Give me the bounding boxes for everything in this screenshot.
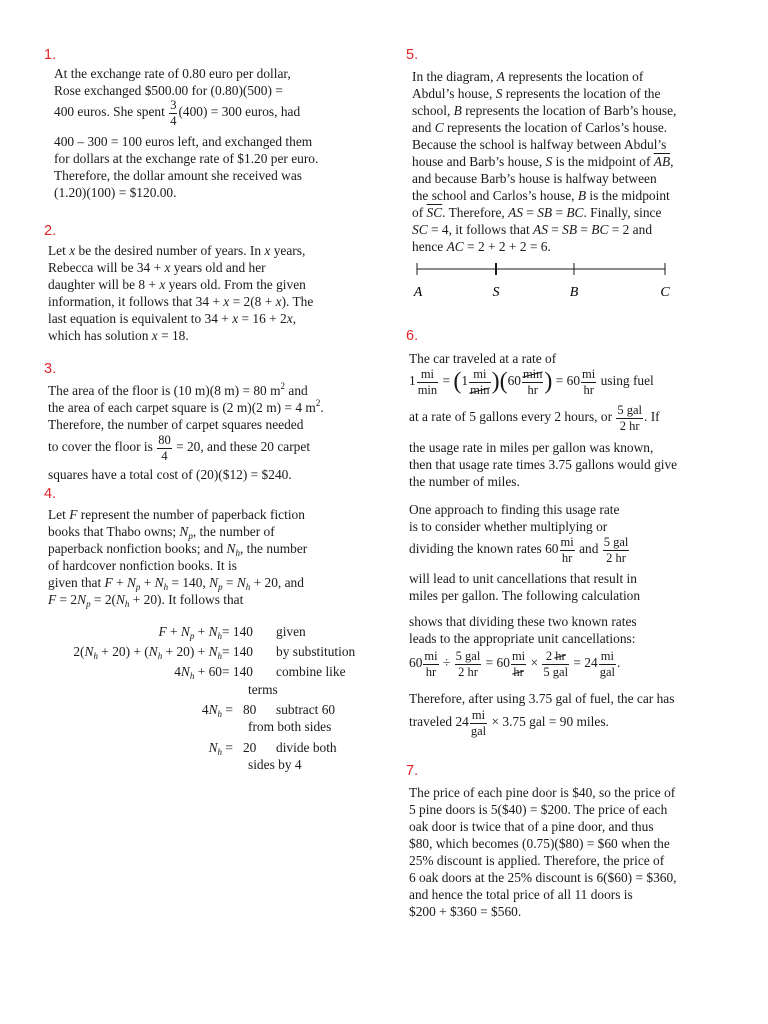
p4-line: Let F represent the number of paperback fiction: [48, 507, 305, 522]
p6-line: One approach to finding this usage rate: [409, 502, 620, 517]
label-b: B: [569, 285, 579, 300]
p7-line: oak door is twice that of a pine door, and thus: [409, 819, 654, 834]
number-line-diagram: [410, 258, 674, 304]
p3-line: The area of the floor is (10 m)(8 m) = 80 $m^2$ and: [48, 381, 308, 398]
p5-line: In the diagram, A represents the location of: [412, 69, 644, 84]
p5-line: and because Barb’s house is halfway between: [412, 171, 657, 186]
p2-line: daughter will be 8 + x years old. From the given: [48, 277, 306, 292]
p4-line: books that Thabo owns; $N_p$, the number of: [48, 524, 275, 541]
equation-note: divide both: [276, 740, 337, 755]
p1-line: (1.20)(100) = $120.00.: [54, 185, 177, 200]
p1-line: 400 – 300 = 100 euros left, and exchanged them: [54, 134, 313, 149]
p2-line: information, it follows that 34 + x = 2(8 + x). The: [48, 294, 314, 309]
p4-line: given that $F + N_p + N_h = 140$, $N_p = N_h + 20$, and: [48, 575, 304, 592]
p7-line: and hence the total price of all 11 doors is: [409, 887, 633, 902]
p7-line: The price of each pine door is $40, so the price of: [409, 785, 676, 800]
p6-line: dividing the known rates 60 $\frac{mi}{hr}$ and $\frac{\text{5 gal}}{2 hr}$: [409, 535, 629, 565]
p5-line: hence AC = 2 + 2 + 2 = 6.: [412, 239, 551, 254]
equation-rhs: = 20: [222, 740, 257, 755]
p7-line: $200 + $360 = $560.: [409, 904, 522, 919]
p6-rate-equation: 1 $\frac{mi}{\min}$ = (1 $\frac{mi}{\min}$ )(60 $\frac{\min}{hr}$ ) = 60 $\frac{mi}{hr}$ using fuel: [409, 367, 654, 397]
equation-note: by substitution: [276, 644, 356, 659]
p6-division-equation: 60 $\frac{mi}{hr}$ ÷ $\frac{\text{5 gal}}{2 hr}$ = 60 $\frac{mi}{hr}$ × $\frac{2 hr}{\text{5 gal}}$ = 24 $\frac{mi}{\text{gal}}$ .: [409, 649, 621, 679]
p6-line: miles per gallon. The following calculation: [409, 588, 641, 603]
p3-line: to cover the floor is $\frac{80}{4}$ = 20, and these 20 carpet: [48, 433, 311, 463]
problem-4-number: 4.: [44, 486, 57, 502]
label-s: S: [492, 285, 500, 300]
p6-line: The car traveled at a rate of: [409, 351, 557, 366]
equation-note: terms: [248, 682, 278, 697]
equation-rhs: = 140: [222, 624, 253, 639]
p5-line: SC = 4, it follows that AS = SB = BC = 2 and: [412, 222, 653, 237]
equation-lhs: $4N_h + 60$: [174, 664, 222, 681]
p6-line: will lead to unit cancellations that result in: [409, 571, 637, 586]
fraction: $\frac{3}{4}$: [170, 98, 177, 128]
p6-line: is to consider whether multiplying or: [409, 519, 608, 534]
p2-line: Let x be the desired number of years. In x years,: [48, 243, 306, 258]
p1-line: for dollars at the exchange rate of $1.20 per euro.: [54, 151, 319, 166]
p7-line: 25% discount is applied. Therefore, the price of: [409, 853, 665, 868]
fraction: $\frac{80}{4}$: [158, 433, 171, 463]
p6-line: Therefore, after using 3.75 gal of fuel, the car has: [409, 691, 675, 706]
p3-line: Therefore, the number of carpet squares needed: [48, 417, 304, 432]
p5-line: and C represents the location of Carlos’s house.: [412, 120, 668, 135]
equation-rhs: = 140: [222, 664, 253, 679]
problem-3-number: 3.: [44, 361, 57, 377]
equation-lhs: $4N_h$: [201, 702, 222, 719]
p1-line: At the exchange rate of 0.80 euro per dollar,: [54, 66, 291, 81]
p5-line: of $\overline{SC}$. Therefore, AS = SB = BC. Finally, since: [412, 205, 662, 220]
label-c: C: [660, 285, 670, 300]
problem-6-number: 6.: [406, 328, 419, 344]
p5-line: house and Barb’s house, S is the midpoint of $\overline{AB}$,: [412, 154, 674, 169]
p3-line: squares have a total cost of (20)($12) = $240.: [48, 467, 292, 482]
p6-line: the number of miles.: [409, 474, 520, 489]
p1-line: Rose exchanged $500.00 for (0.80)(500) =: [54, 83, 283, 98]
equation-lhs: $2(N_h + 20) + (N_h + 20) + N_h$: [73, 644, 222, 661]
p2-line: Rebecca will be 34 + x years old and her: [48, 260, 266, 275]
p1-line: 400 euros. She spent $\frac{3}{4}$ (400) = 300 euros, had: [54, 98, 301, 128]
p6-line: then that usage rate times 3.75 gallons would give: [409, 457, 678, 472]
p4-line: of hardcover nonfiction books. It is: [48, 558, 237, 573]
p5-line: Because the school is halfway between Abdul’s: [412, 137, 667, 152]
p4-line: $F = 2N_p = 2(N_h + 20)$. It follows that: [48, 592, 244, 609]
p5-line: Abdul’s house, S represents the location of the: [412, 86, 661, 101]
p2-line: last equation is equivalent to 34 + x = 16 + 2x,: [48, 311, 297, 326]
p2-line: which has solution x = 18.: [48, 328, 189, 343]
p5-line: the school and Carlos’s house, B is the midpoint: [412, 188, 670, 203]
p6-line: at a rate of 5 gallons every 2 hours, or $\frac{\text{5 gal}}{2 hr}$ . If: [409, 403, 660, 433]
p7-line: 5 pine doors is 5($40) = $200. The price of each: [409, 802, 668, 817]
equation-note: given: [276, 624, 306, 639]
equation-rhs: = 140: [222, 644, 253, 659]
problem-5-number: 5.: [406, 47, 419, 63]
equation-lhs: $F + N_p + N_h$: [158, 624, 222, 641]
p7-line: $80, which becomes (0.75)($80) = $60 when the: [409, 836, 670, 851]
p1-line: Therefore, the dollar amount she received was: [54, 168, 302, 183]
p6-line: leads to the appropriate unit cancellations:: [409, 631, 636, 646]
p6-line: shows that dividing these two known rates: [409, 614, 637, 629]
equation-note: subtract 60: [276, 702, 336, 717]
p7-line: 6 oak doors at the 25% discount is 6($60) = $360,: [409, 870, 677, 885]
problem-7-number: 7.: [406, 763, 419, 779]
p6-line: the usage rate in miles per gallon was known,: [409, 440, 654, 455]
problem-2-number: 2.: [44, 223, 57, 239]
p6-line: traveled 24 $\frac{mi}{\text{gal}}$ × 3.75 gal = 90 miles.: [409, 708, 609, 738]
equation-lhs: $N_h$: [208, 740, 222, 757]
label-a: A: [413, 285, 423, 300]
p4-line: paperback nonfiction books; and $N_h$, the number: [48, 541, 308, 558]
equation-note: combine like: [276, 664, 346, 679]
equation-rhs: = 80: [222, 702, 257, 717]
problem-1-number: 1.: [44, 47, 57, 63]
p3-line: the area of each carpet square is (2 m)(2 m) = 4 $m^2$.: [48, 398, 324, 415]
equation-note: sides by 4: [248, 757, 302, 772]
equation-note: from both sides: [248, 719, 332, 734]
p5-line: school, B represents the location of Barb’s house,: [412, 103, 677, 118]
